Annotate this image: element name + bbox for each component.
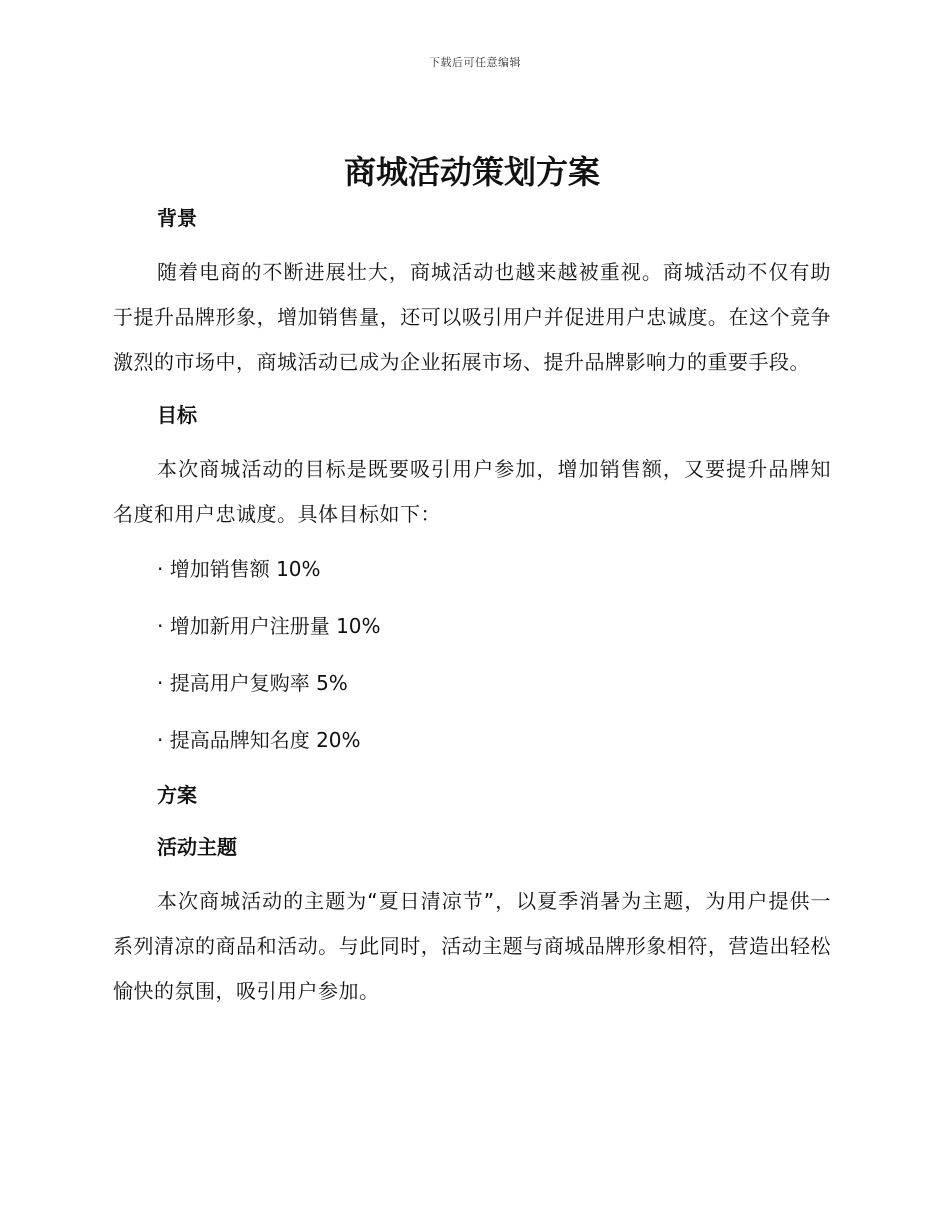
- background-paragraph: 随着电商的不断进展壮大，商城活动也越来越被重视。商城活动不仅有助于提升品牌形象，增加销售量，还可以吸引用户并促进用户忠诚度。在这个竞争激烈的市场中，商城活动已成为企业拓展市场、提升品牌影响力的重要手段。: [113, 260, 831, 374]
- goals-paragraph: 本次商城活动的目标是既要吸引用户参加，增加销售额，又要提升品牌知名度和用户忠诚度。具体目标如下：: [113, 457, 831, 526]
- section-heading-background: 背景: [157, 206, 197, 230]
- page-header-note: 下载后可任意编辑: [429, 56, 521, 69]
- section-heading-theme: 活动主题: [157, 835, 237, 859]
- document-body: [113, 148, 831, 1024]
- goal-list-item: · 增加新用户注册量 10%: [157, 614, 381, 638]
- goal-list-item: · 提高用户复购率 5%: [157, 671, 348, 695]
- goal-list-item: · 提高品牌知名度 20%: [157, 728, 361, 752]
- document-title: 商城活动策划方案: [343, 153, 600, 191]
- goal-list-item: · 增加销售额 10%: [157, 557, 321, 581]
- section-heading-plan: 方案: [157, 783, 197, 807]
- section-heading-goals: 目标: [157, 403, 197, 427]
- theme-paragraph: 本次商城活动的主题为“夏日清凉节”，以夏季消暑为主题，为用户提供一系列清凉的商品和活动。与此同时，活动主题与商城品牌形象相符，营造出轻松愉快的氛围，吸引用户参加。: [113, 889, 831, 1003]
